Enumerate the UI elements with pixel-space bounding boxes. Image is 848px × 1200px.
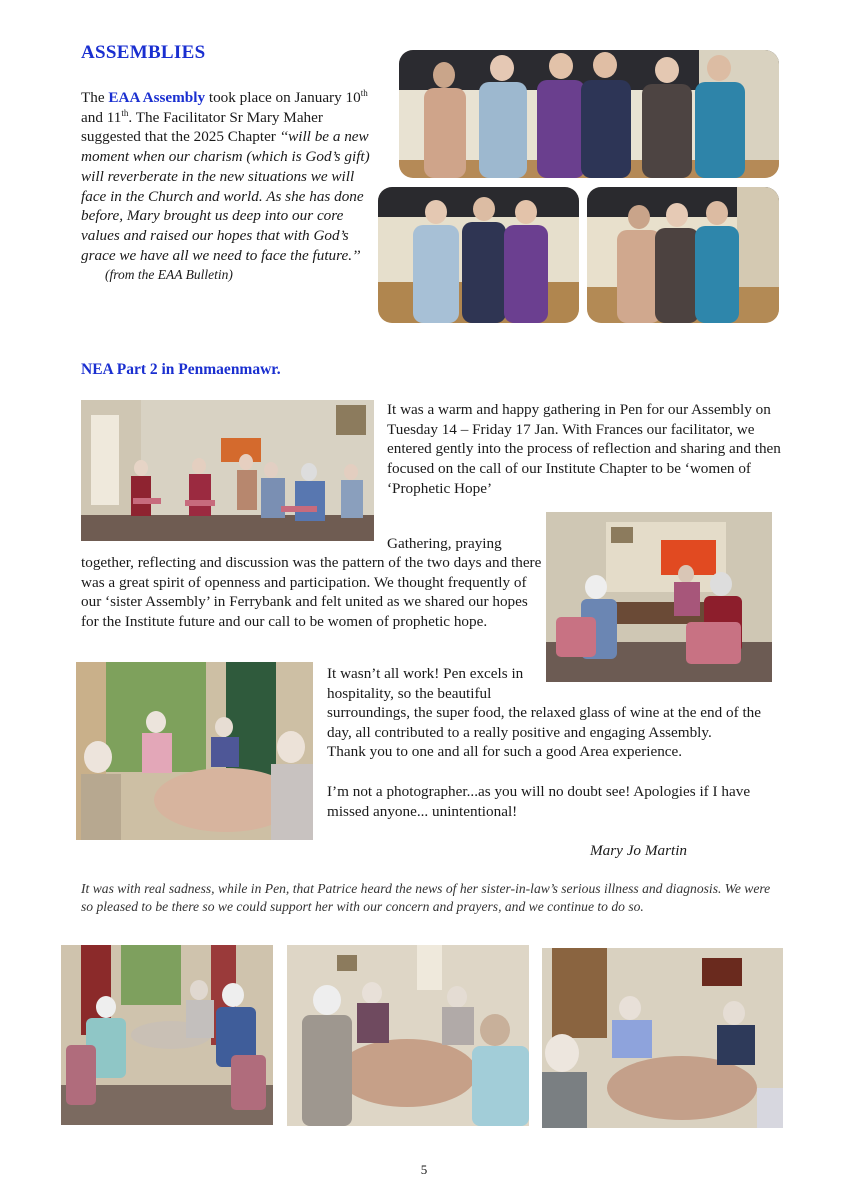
- nea-discussion-photo: [546, 512, 772, 682]
- eaa-intro-mid: took place on January 10: [205, 89, 361, 106]
- bottom-photo-3: [542, 948, 783, 1128]
- ordinal-sup-2: th: [121, 107, 129, 118]
- sadness-note: It was with real sadness, while in Pen, that Patrice heard the news of her sister-in-law’s serious illness and diagnosis. We were so pleased to be there so we could support her with our concern and prayers, and we continue to do so.: [81, 881, 771, 915]
- eaa-assembly-link: EAA Assembly: [108, 89, 206, 106]
- thanks-text: Thank you to one and all for such a good Area experience.: [327, 743, 683, 761]
- bottom-photo-2: [287, 945, 529, 1126]
- facilitator-quote: ‘‘will be a new moment when our charism (which is God’s gift) will reverberate in the new situations we will face in the Church and world. As she has done before, Mary brought us deep into our core values and raised our hopes that with God’s grace we have all we need to face the future.’’: [81, 128, 370, 264]
- gathering-lead-line: Gathering, praying: [387, 535, 502, 552]
- section-heading-assemblies: ASSEMBLIES: [81, 42, 206, 63]
- nea-dining-photo: [76, 662, 313, 840]
- nea-paragraph-1: It was a warm and happy gathering in Pen for our Assembly on Tuesday 14 – Friday 17 Jan. With Frances our facilitator, we entered gently into the process of reflection and sharing and then focused on the call of our Institute Chapter to be ‘women of ‘Prophetic Hope’: [387, 401, 781, 497]
- eaa-photo-trio-left: [378, 187, 579, 323]
- nea-room-photo: [81, 400, 374, 541]
- author-signature: Mary Jo Martin: [590, 842, 688, 859]
- eaa-group-photo: [399, 50, 779, 178]
- hospitality-paragraph: [327, 703, 782, 822]
- hospitality-lead-lines: It wasn’t all work! Pen excels in hospitality, so the beautiful: [327, 665, 524, 702]
- ordinal-sup-1: th: [360, 87, 368, 98]
- eaa-and: and 11: [81, 108, 122, 126]
- section-heading-nea: NEA Part 2 in Penmaenmawr.: [81, 361, 281, 378]
- eaa-photo-trio-right: [587, 187, 779, 323]
- eaa-paragraph: [81, 88, 371, 285]
- eaa-intro-prefix: The: [81, 89, 109, 106]
- eaa-intro-rest: . The Facilitator Sr Mary Maher suggested that the 2025 Chapter: [81, 108, 323, 146]
- page-number: 5: [420, 1162, 428, 1177]
- apology-text: I’m not a photographer...as you will no doubt see! Apologies if I have missed anyone... unintentional!: [327, 783, 751, 820]
- quote-source: (from the EAA Bulletin): [105, 267, 233, 283]
- gathering-paragraph: together, reflecting and discussion was the pattern of the two days and there was a great spirit of openness and participation. We thought frequently of our ‘sister Assembly’ in Ferrybank and felt united as we shared our hopes for the Institute future and our call to be women of prophetic hope.: [81, 554, 542, 631]
- hospitality-text: surroundings, the super food, the relaxed glass of wine at the end of the day, all contributed to a really positive and engaging Assembly.: [327, 704, 761, 741]
- bottom-photo-1: [61, 945, 273, 1125]
